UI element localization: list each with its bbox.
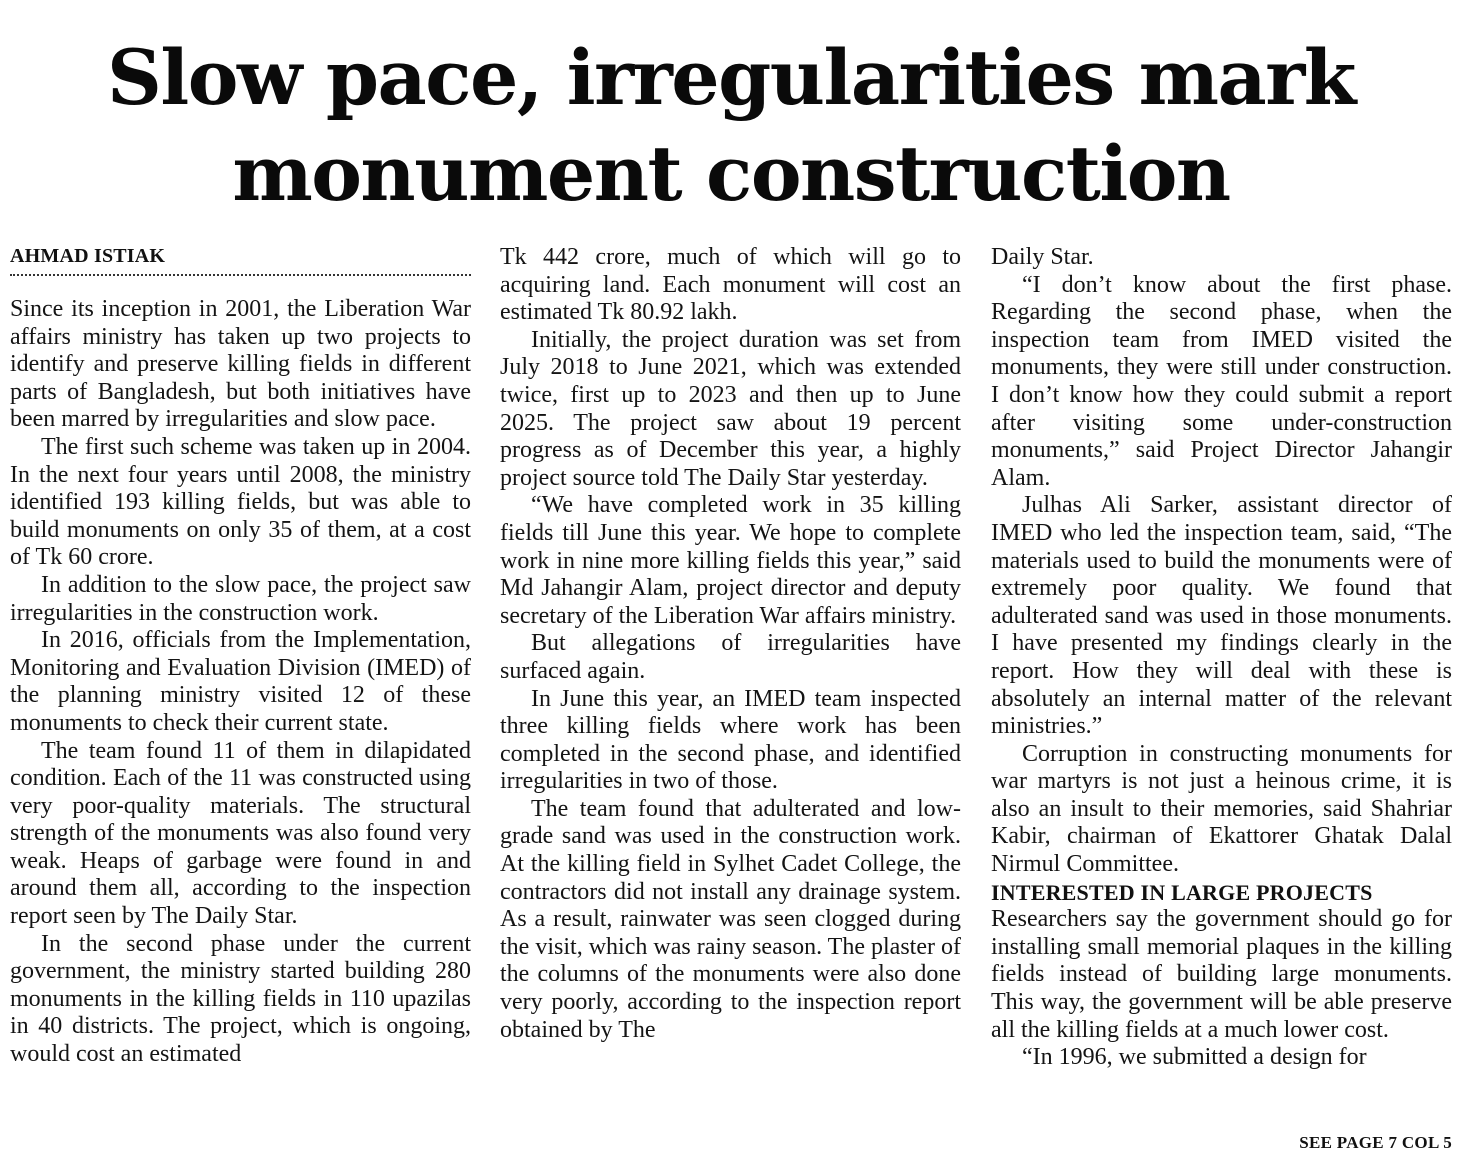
paragraph: The team found that adulterated and low-grade sand was used in the construction work. At the killing field in Sylhet Cadet College, the contractors did not install any drainage system. As a result, rainwater was seen clogged during the visit, which was rainy season. The plaster of the columns of the monuments were also done very poorly, according to the inspection report obtained by The	[500, 795, 961, 1043]
column-3	[991, 244, 1452, 1072]
byline: AHMAD ISTIAK	[10, 244, 471, 276]
column-2	[500, 244, 961, 1044]
paragraph: “We have completed work in 35 killing fields till June this year. We hope to complete work in nine more killing fields this year,” said Md Jahangir Alam, project director and deputy secretary of the Liberation War affairs ministry.	[500, 492, 961, 629]
paragraph: The team found 11 of them in dilapidated condition. Each of the 11 was constructed using very poor-quality materials. The structural strength of the monuments was also found very weak. Heaps of garbage were found in and around them all, according to the inspection report seen by The Daily Star.	[10, 737, 471, 930]
paragraph: In the second phase under the current government, the ministry started building 280 monuments in the killing fields in 110 upazilas in 40 districts. The project, which is ongoing, would cost an estimated	[10, 930, 471, 1068]
paragraph: Julhas Ali Sarker, assistant director of IMED who led the inspection team, said, “The materials used to build the monuments were of extremely poor quality. We found that adulterated sand was used in those monuments. I have presented my findings clearly in the report. How they will deal with these is absolutely an internal matter of the relevant ministries.”	[991, 492, 1452, 740]
headline-line-2: monument construction	[232, 129, 1230, 218]
subheading: INTERESTED IN LARGE PROJECTS	[991, 879, 1373, 905]
paragraph: Initially, the project duration was set from July 2018 to June 2021, which was extended twice, first up to 2023 and then up to June 2025. The project saw about 19 percent progress as of December this year, a highly project source told The Daily Star yesterday.	[500, 326, 961, 491]
paragraph: But allegations of irregularities have surfaced again.	[500, 630, 961, 684]
paragraph: Since its inception in 2001, the Liberation War affairs ministry has taken up two projects to identify and preserve killing fields in different parts of Bangladesh, but both initiatives have been marred by irregularities and slow pace.	[10, 296, 471, 433]
continued-on-page-note: SEE PAGE 7 COL 5	[1299, 1133, 1452, 1152]
paragraph: In addition to the slow pace, the project saw irregularities in the construction work.	[10, 571, 471, 626]
headline	[0, 30, 1462, 222]
paragraph: In 2016, officials from the Implementation, Monitoring and Evaluation Division (IMED) of the planning ministry visited 12 of these monuments to check their current state.	[10, 627, 471, 736]
paragraph: The first such scheme was taken up in 2004. In the next four years until 2008, the ministry identified 193 killing fields, but was able to build monuments on only 35 of them, at a cost of Tk 60 crore.	[10, 433, 471, 571]
paragraph: “In 1996, we submitted a design for	[1022, 1044, 1367, 1071]
paragraph: Corruption in constructing monuments for war martyrs is not just a heinous crime, it is also an insult to their memories, said Shahriar Kabir, chairman of Ekattorer Ghatak Dalal Nirmul Committee.	[991, 740, 1452, 878]
paragraph: Daily Star.	[991, 244, 1094, 270]
paragraph: Tk 442 crore, much of which will go to acquiring land. Each monument will cost an estimated Tk 80.92 lakh.	[500, 244, 961, 326]
paragraph: In June this year, an IMED team inspected three killing fields where work has been completed in the second phase, and identified irregularities in two of those.	[500, 685, 961, 795]
headline-line-1: Slow pace, irregularities mark	[107, 33, 1355, 122]
paragraph: Researchers say the government should go for installing small memorial plaques in the killing fields instead of building large monuments. This way, the government will be able preserve all the killing fields at a much lower cost.	[991, 906, 1452, 1043]
column-1	[10, 244, 471, 1069]
paragraph: “I don’t know about the first phase. Regarding the second phase, when the inspection team from IMED visited the monuments, they were still under construction. I don’t know how they could submit a report after visiting some under-construction monuments,” said Project Director Jahangir Alam.	[991, 271, 1452, 491]
